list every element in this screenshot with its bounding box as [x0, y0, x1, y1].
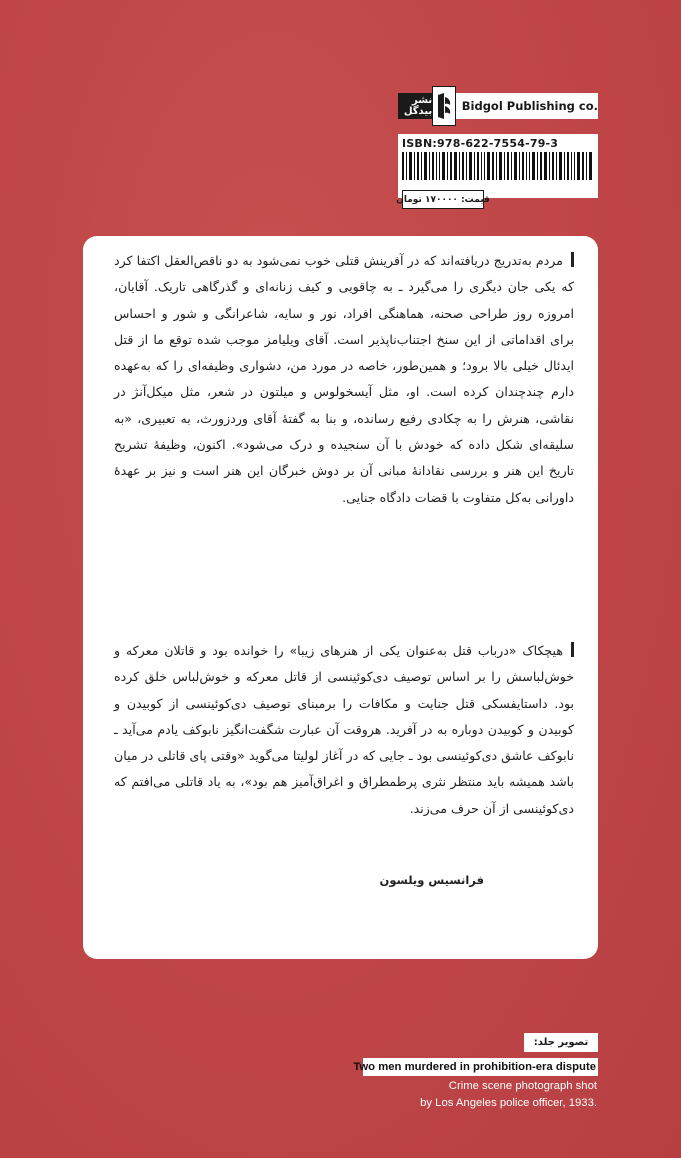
isbn-barcode — [398, 134, 598, 198]
cover-caption-line-2: by Los Angeles police officer, 1933. — [420, 1097, 597, 1109]
publisher-name-fa: نشر بیدگل — [398, 93, 432, 119]
publisher-name-en: Bidgol Publishing co. — [456, 93, 598, 119]
cover-caption-title: Two men murdered in prohibition-era dispute — [363, 1058, 598, 1076]
paragraph-marker-icon — [571, 642, 574, 657]
blurb-panel — [83, 236, 598, 959]
blurb-paragraph-1-text: مردم به‌تدریج دریافته‌اند که در آفرینش قتلی خوب نمی‌شود به دو ناقص‌العقل اکتفا کرد که یکی جان دیگری را می‌گیرد ـ به چاقویی و کیف زنانه‌ای و گذرگاهی تاریک. آقایان، امروزه روز طراحی صحنه، هماهنگی افراد، نور و سایه، شاعرانگی و شور و احساس برای اقداماتی از این سنخ اجتناب‌ناپذیر است. آقای ویلیامز موجب شده توقع ما از قتل ایدئال خیلی بالا برود؛ و همین‌طور، خاصه در مورد من، دشواری وظیفه‌ای را که به‌عهده دارم چندچندان کرده است. او، مثل آیسخولوس و میلتون در شعر، مثل میکل‌آنژ در نقاشی، هنرش را به چکادی رفیع رسانده، و بنا به گفتهٔ آقای وردزورث، به تعبیری، «به سلیقه‌ای شکل داده که خودش با آن سنجیده و درک می‌شود». اکنون، وظیفهٔ تشریح تاریخ این هنر و بررسی نقادانهٔ مبانی آن بر دوش خبرگان این هنر است و نیز بر عهدهٔ داورانی به‌کل متفاوت با قضات دادگاه جنایی. — [114, 253, 574, 505]
blurb-paragraph-1 — [114, 248, 574, 511]
blurb-author: فرانسیس ویلسون — [379, 873, 484, 887]
paragraph-marker-icon — [571, 252, 574, 267]
isbn-number: ISBN:978-622-7554-79-3 — [402, 137, 559, 150]
price-label: قیمت: ۱۷۰۰۰۰ تومان — [402, 190, 484, 209]
cover-caption-line-1: Crime scene photograph shot — [448, 1080, 597, 1092]
bidgol-logo-icon — [432, 86, 456, 126]
cover-caption-label: تصویر جلد: — [524, 1033, 598, 1052]
publisher-barcode-block — [398, 86, 598, 209]
blurb-paragraph-2-text: هیچکاک «درباب قتل به‌عنوان یکی از هنرهای زیبا» را خوانده بود و قاتلان معرکه و خوش‌لباسش را بر اساس توصیف دی‌کوئینسی از قاتل معرکه و خوش‌لباس خلق کرده بود. داستایفسکی قتل جنایت و مکافات را برمبنای توصیف دی‌کوئینسی از کوبیدن و کوبیدن و کوبیدن دوباره به در آفرید. هروقت آن عبارت شگفت‌انگیز نابوکف یادم می‌آید ـ نابوکف عاشق دی‌کوئینسی بود ـ جایی که در آغاز لولیتا می‌گوید «وقتی پای قاتلی در میان باشد همیشه باید منتظر نثری پرطمطراق و اغراق‌آمیز هم بود»، به یاد قاتلی می‌افتم که دی‌کوئینسی از آن حرف می‌زند. — [114, 643, 574, 816]
barcode-icon — [402, 152, 594, 180]
publisher-row — [398, 86, 598, 126]
blurb-paragraph-2 — [114, 638, 574, 822]
